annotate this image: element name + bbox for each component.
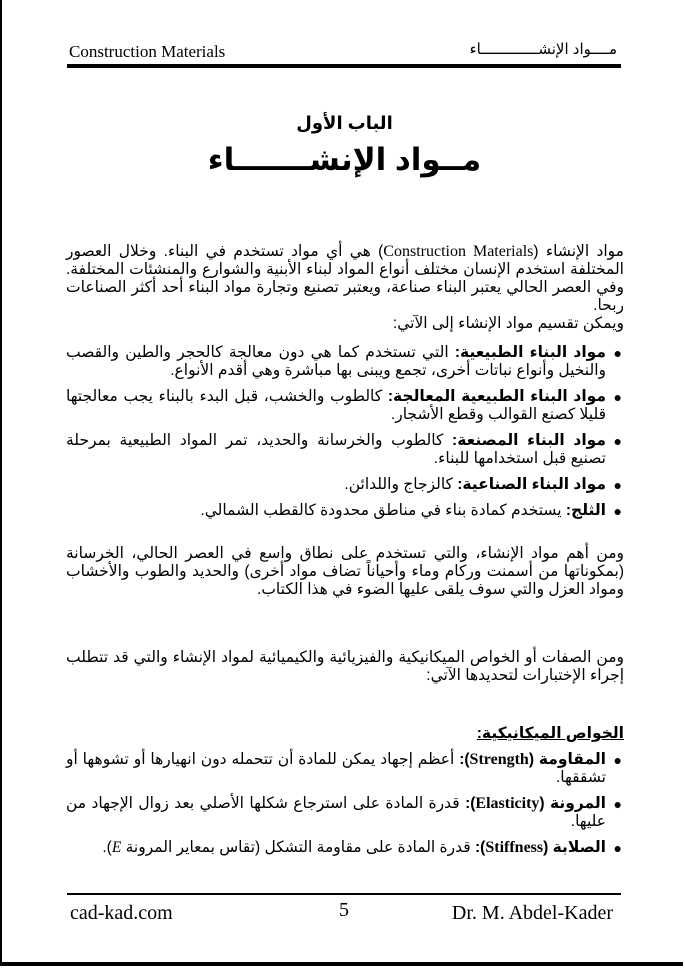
item-term-english: Strength [469,751,529,768]
bullet-icon: ● [613,477,622,493]
footer-website: cad-kad.com [70,902,173,924]
section-heading: الخواص الميكانيكية: [476,725,624,742]
item-text: كالطوب والخشب، قبل البدء بالبناء يجب معالجتها قليلا كصنع القوالب وقطع الأشجار. [66,388,606,423]
item-text: قدرة المادة على مقاومة التشكل (تقاس بمعاير المرونة [121,839,476,856]
item-term: مواد البناء الصناعية: [457,476,606,493]
item-term: الثلج: [565,502,606,519]
item-text-end: ). [102,839,112,856]
list-item [66,751,624,787]
item-term: المقاومة ( [528,751,606,768]
paragraph-materials: ومن أهم مواد الإنشاء، والتي تستخدم على نطاق واسع في العصر الحالي، الخرسانة (بمكوناتها من أسمنت وركام وماء وأحياناً تضاف مواد أخرى) والحديد والطوب والأخشاب ومواد العزل والتي سوف يلقى عليها الضوء في هذا الكتاب. [66,545,624,598]
bullet-icon: ● [613,796,622,812]
item-term-english: Stiffness [485,839,544,856]
item-term-end: ): [459,751,470,768]
item-text: كالطوب والخرسانة والحديد، تمر المواد الطبيعية بمرحلة تصنيع قبل استخدامها للبناء. [66,432,606,467]
intro-text-1: مواد الإنشاء ( [533,243,624,260]
list-item [66,388,624,424]
list-item [66,839,624,857]
item-term: مواد البناء المصنعة: [452,432,606,449]
bullet-icon: ● [613,389,622,405]
chapter-title: مــواد الإنشـــــــاء [207,142,482,177]
item-term: مواد البناء الطبيعية المعالجة: [387,388,606,405]
list-item [66,344,624,380]
page-number: 5 [339,899,349,921]
bullet-icon: ● [613,433,622,449]
bullet-icon: ● [613,345,622,361]
bullet-icon: ● [613,503,622,519]
footer-author: Dr. M. Abdel-Kader [451,902,613,924]
item-term: المرونة ( [539,795,606,812]
list-item [66,502,624,520]
paragraph-properties: ومن الصفات أو الخواص الميكانيكية والفيزيائية والكيميائية لمواد الإنشاء والتي قد تتطلب إجراء الإختبارات لتحديدها الآتي: [66,649,624,684]
intro-term-english: Construction Materials [383,243,534,260]
item-term-end: ): [465,795,476,812]
intro-paragraph [66,243,624,333]
mechanical-section [66,725,624,865]
bullet-icon: ● [613,752,622,768]
categories-list [66,344,624,528]
item-text: أعظم إجهاد يمكن للمادة أن تتحمله دون انهيارها أو تشوهها أو تشققها. [66,751,606,786]
header-arabic-title: مــــواد الإنشـــــــــــــاء [469,41,617,58]
item-text: قدرة المادة على استرجاع شكلها الأصلي بعد زوال الإجهاد من عليها. [66,795,606,830]
item-text: يستخدم كمادة بناء في مناطق محدودة كالقطب الشمالي. [200,502,566,519]
list-item [66,795,624,831]
item-term-end: ): [475,839,486,856]
chapter-label: الباب الأول [296,113,393,133]
list-item [66,476,624,494]
item-term-english: Elasticity [475,795,540,812]
bullet-icon: ● [613,840,622,856]
header-english-title: Construction Materials [69,42,226,61]
footer-rule [67,893,621,895]
item-term: مواد البناء الطبيعية: [454,344,607,361]
modulus-symbol: E [111,839,122,856]
item-text: كالزجاج واللدائن. [344,476,458,493]
header-rule [67,64,621,68]
item-text: التي تستخدم كما هي دون معالجة كالحجر والطين والقصب والنخيل وأنواع نباتات أخرى، تجمع ويبنى بها مباشرة وهي أقدم الأنواع. [66,344,606,379]
list-item [66,432,624,468]
item-term: الصلابة ( [543,839,606,856]
intro-text-2: ) هي أي مواد تستخدم في البناء. وخلال العصور المختلفة استخدم الإنسان مختلف أنواع المواد لبناء الأبنية والشوارع والمنشئات المختلفة. وفي العصر الحالي يعتبر البناء صناعة، ويعتبر تصنيع وتجارة مواد البناء أحد أكثر الصناعات ربحا. [66,243,624,314]
intro-text-3: ويمكن تقسيم مواد الإنشاء إلى الآتي: [392,315,624,332]
